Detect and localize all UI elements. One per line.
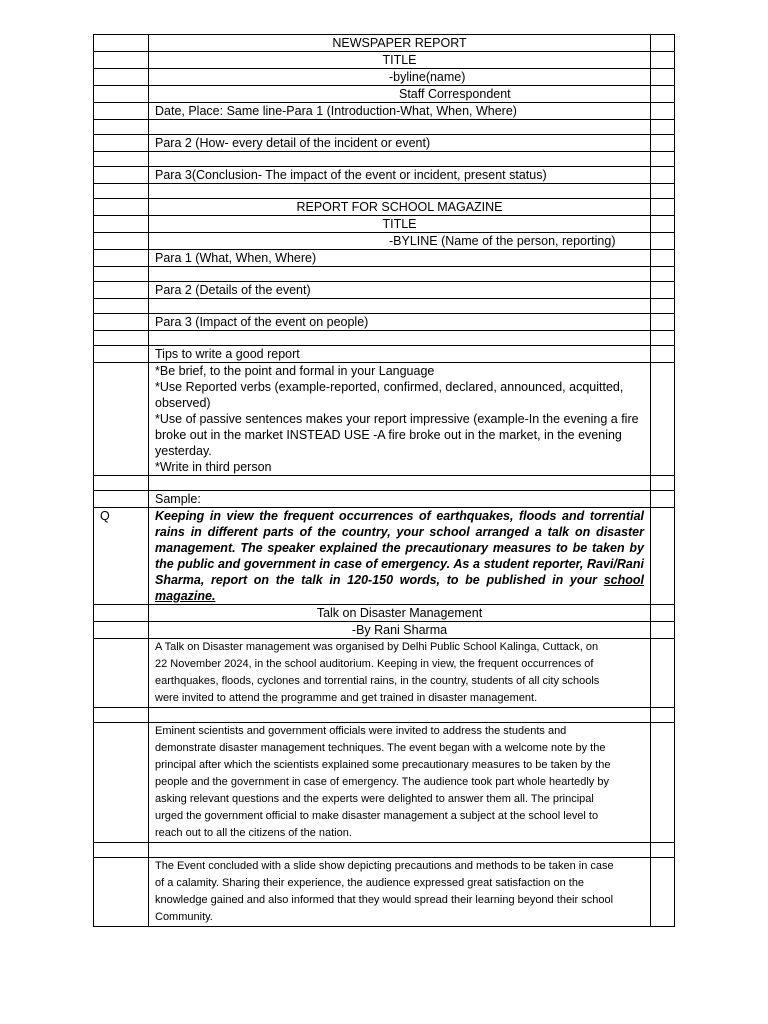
blank-row [94, 476, 675, 491]
answer-para1 [149, 639, 651, 708]
question-body: Keeping in view the frequent occurrences of earthquakes, floods and torrential rains in different parts of the country, your school arranged a talk on disaster management. The speaker explained the precautionary measures to be taken by the public and government in case of emergency. As a student reporter, Ravi/Rani Sharma, report on the talk in 120-150 words, to be published in your [155, 509, 644, 587]
newspaper-para2: Para 2 (How- every detail of the incident or event) [149, 135, 651, 152]
answer-byline: -By Rani Sharma [149, 622, 651, 639]
newspaper-heading: NEWSPAPER REPORT [149, 35, 651, 52]
table-row [94, 723, 675, 843]
answer-para2 [149, 723, 651, 843]
table-row [94, 622, 675, 639]
question-underlined: school magazine. [155, 573, 644, 603]
tips-list [149, 363, 651, 476]
magazine-byline: -BYLINE (Name of the person, reporting) [149, 233, 651, 250]
tip-item: *Use of passive sentences makes your report impressive (example-In the evening a fire broke out in the market INSTEAD USE -A fire broke out in the market, in the evening yesterday. [155, 412, 639, 458]
answer-line: of a calamity. Sharing their experience, the audience expressed great satisfaction on the [155, 877, 585, 889]
table-row [94, 605, 675, 622]
blank-row [94, 299, 675, 314]
table-row [94, 346, 675, 363]
answer-title: Talk on Disaster Management [149, 605, 651, 622]
answer-line: knowledge gained and also informed that they would spread their learning beyond their school [155, 894, 614, 906]
table-row [94, 86, 675, 103]
blank-row [94, 843, 675, 858]
magazine-para3: Para 3 (Impact of the event on people) [149, 314, 651, 331]
answer-line: reach out to all the citizens of the nation. [155, 827, 352, 839]
sample-label: Sample: [149, 491, 651, 508]
newspaper-byline: -byline(name) [149, 69, 651, 86]
newspaper-para3: Para 3(Conclusion- The impact of the event or incident, present status) [149, 167, 651, 184]
table-row [94, 216, 675, 233]
answer-line: asking relevant questions and the experts were delighted to answer them all. The principal [155, 793, 594, 805]
newspaper-staff: Staff Correspondent [149, 86, 651, 103]
blank-row [94, 331, 675, 346]
answer-line: The Event concluded with a slide show depicting precautions and methods to be taken in case [155, 860, 614, 872]
answer-line: 22 November 2024, in the school auditorium. Keeping in view, the frequent occurrences of [155, 658, 594, 670]
table-row [94, 135, 675, 152]
table-row [94, 167, 675, 184]
answer-line: earthquakes, floods, cyclones and torrential rains, in the country, students of all city schools [155, 675, 600, 687]
magazine-heading: REPORT FOR SCHOOL MAGAZINE [149, 199, 651, 216]
answer-line: were invited to attend the programme and get trained in disaster management. [155, 692, 538, 704]
report-format-table [93, 34, 675, 927]
table-row [94, 233, 675, 250]
answer-line: A Talk on Disaster management was organised by Delhi Public School Kalinga, Cuttack, on [155, 641, 599, 653]
table-row [94, 363, 675, 476]
question-text [149, 508, 651, 605]
table-row [94, 508, 675, 605]
newspaper-title: TITLE [149, 52, 651, 69]
tip-item: *Use Reported verbs (example-reported, confirmed, declared, announced, acquitted, observed) [155, 380, 624, 410]
answer-line: demonstrate disaster management techniques. The event began with a welcome note by the [155, 742, 606, 754]
table-row [94, 491, 675, 508]
blank-row [94, 152, 675, 167]
magazine-para1: Para 1 (What, When, Where) [149, 250, 651, 267]
answer-line: principal after which the scientists explained some precautionary measures to be taken by the [155, 759, 611, 771]
tip-item: *Be brief, to the point and formal in your Language [155, 364, 435, 378]
table-row [94, 199, 675, 216]
tip-item: *Write in third person [155, 460, 272, 474]
table-row [94, 52, 675, 69]
blank-row [94, 267, 675, 282]
table-row [94, 35, 675, 52]
question-label: Q [94, 508, 149, 605]
table-row [94, 858, 675, 927]
answer-line: Community. [155, 911, 213, 923]
answer-line: people and the government in case of emergency. The audience took part whole heartedly by [155, 776, 609, 788]
table-row [94, 103, 675, 120]
table-row [94, 282, 675, 299]
blank-row [94, 708, 675, 723]
answer-line: urged the government official to make disaster management a subject at the school level to [155, 810, 599, 822]
magazine-title: TITLE [149, 216, 651, 233]
table-row [94, 250, 675, 267]
table-row [94, 69, 675, 86]
newspaper-para1: Date, Place: Same line-Para 1 (Introduction-What, When, Where) [149, 103, 651, 120]
magazine-para2: Para 2 (Details of the event) [149, 282, 651, 299]
table-row [94, 639, 675, 708]
blank-row [94, 184, 675, 199]
answer-line: Eminent scientists and government officials were invited to address the students and [155, 725, 567, 737]
blank-row [94, 120, 675, 135]
table-row [94, 314, 675, 331]
answer-para3 [149, 858, 651, 927]
tips-heading: Tips to write a good report [149, 346, 651, 363]
